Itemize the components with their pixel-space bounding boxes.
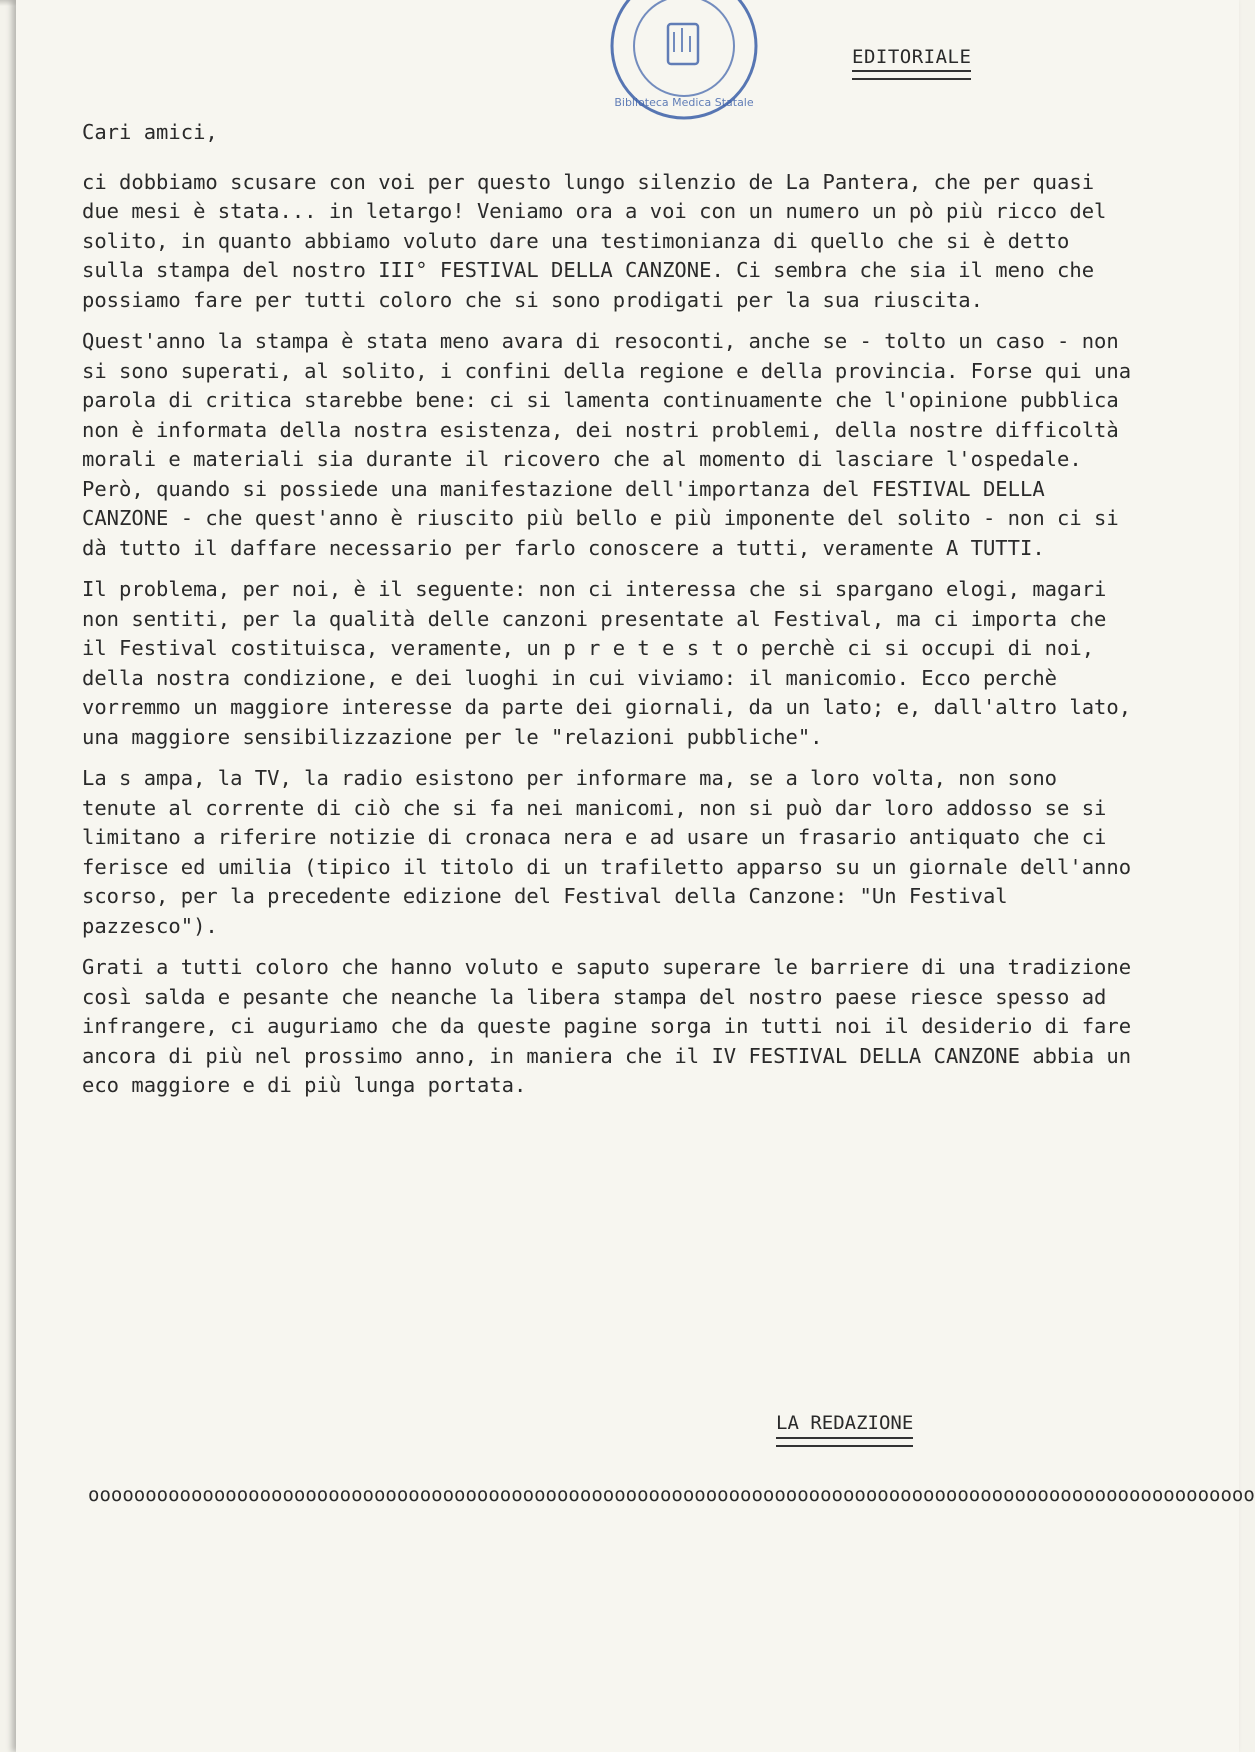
paragraph-2: Quest'anno la stampa è stata meno avara di resoconti, anche se - tolto un caso - non si sono superati, al solito, i confini della regione e della provincia. Forse qui una parola di critica starebbe bene: ci si lamenta continuamente che l'opinione pubblica non è informata della nostra esistenza, dei nostri problemi, della nostre difficoltà morali e materiali sia durante il ricovero che al momento di lasciare l'ospedale. Però, quando si possiede una manifestazione dell'importanza del FESTIVAL DELLA CANZONE - che quest'anno è riuscito più bello e più imponente del solito - non ci si dà tutto il daffare necessario per farlo conoscere a tutti, veramente A TUTTI. (82, 329, 1132, 560)
greeting: Cari amici, (82, 120, 218, 144)
typewritten-page (16, 0, 1255, 1752)
signature-double-underline (776, 1437, 913, 1447)
paragraph-1: ci dobbiamo scusare con voi per questo lungo silenzio de La Pantera, che per quasi due mesi è stata... in letargo! Veniamo ora a voi con un numero un pò più ricco del solito, in quanto abbiamo voluto dare una testimonianza di quello che si è detto sulla stampa del nostro III° FESTIVAL DELLA CANZONE. Ci sembra che sia il meno che possiamo fare per tutti coloro che si sono prodigati per la sua riuscita. (82, 169, 1107, 312)
stamp-label: Biblioteca Medica Statale (614, 96, 754, 109)
paragraph-3: Il problema, per noi, è il seguente: non ci interessa che si spargano elogi, magari non sentiti, per la qualità delle canzoni presentate al Festival, ma ci importa che il Festival costituisca, veramente, un p r e t e s t o perchè ci si occupi di noi, della nostra condizione, e dei luoghi in cui viviamo: il manicomio. Ecco perchè vorremmo un maggiore interesse da parte dei giornali, da un lato; e, dall'altro lato, una maggiore sensibilizzazione per le "relazioni pubbliche". (82, 577, 1132, 749)
section-heading (852, 46, 971, 80)
divider-line: oooooooooooooooooooooooooooooooooooooooooooooooooooooooooooooooooooooooooooooooooooooooooooooooooooooo (88, 1484, 1255, 1506)
heading-double-underline (852, 70, 971, 80)
signature-text: LA REDAZIONE (776, 1412, 914, 1434)
heading-text: EDITORIALE (852, 46, 972, 68)
paragraph-5: Grati a tutti coloro che hanno voluto e saputo superare le barriere di una tradizione così salda e pesante che neanche la libera stampa del nostro paese riesce spesso ad infrangere, ci auguriamo che da queste pagine sorga in tutti noi il desiderio di fare ancora di più nel prossimo anno, in maniera che il IV FESTIVAL DELLA CANZONE abbia un eco maggiore e di più lunga portata. (82, 955, 1132, 1097)
signature-block (776, 1412, 913, 1447)
library-stamp-icon (604, 2, 764, 114)
editorial-body (82, 118, 1142, 1113)
paragraph-4: La s ampa, la TV, la radio esistono per informare ma, se a loro volta, non sono tenute al corrente di ciò che si fa nei manicomi, non si può dar loro addosso se si limitano a riferire notizie di cronaca nera e ad usare un frasario antiquato che ci ferisce ed umilia (tipico il titolo di un trafiletto apparso su un giornale dell'anno scorso, per la precedente edizione del Festival della Canzone: "Un Festival pazzesco"). (82, 766, 1132, 938)
